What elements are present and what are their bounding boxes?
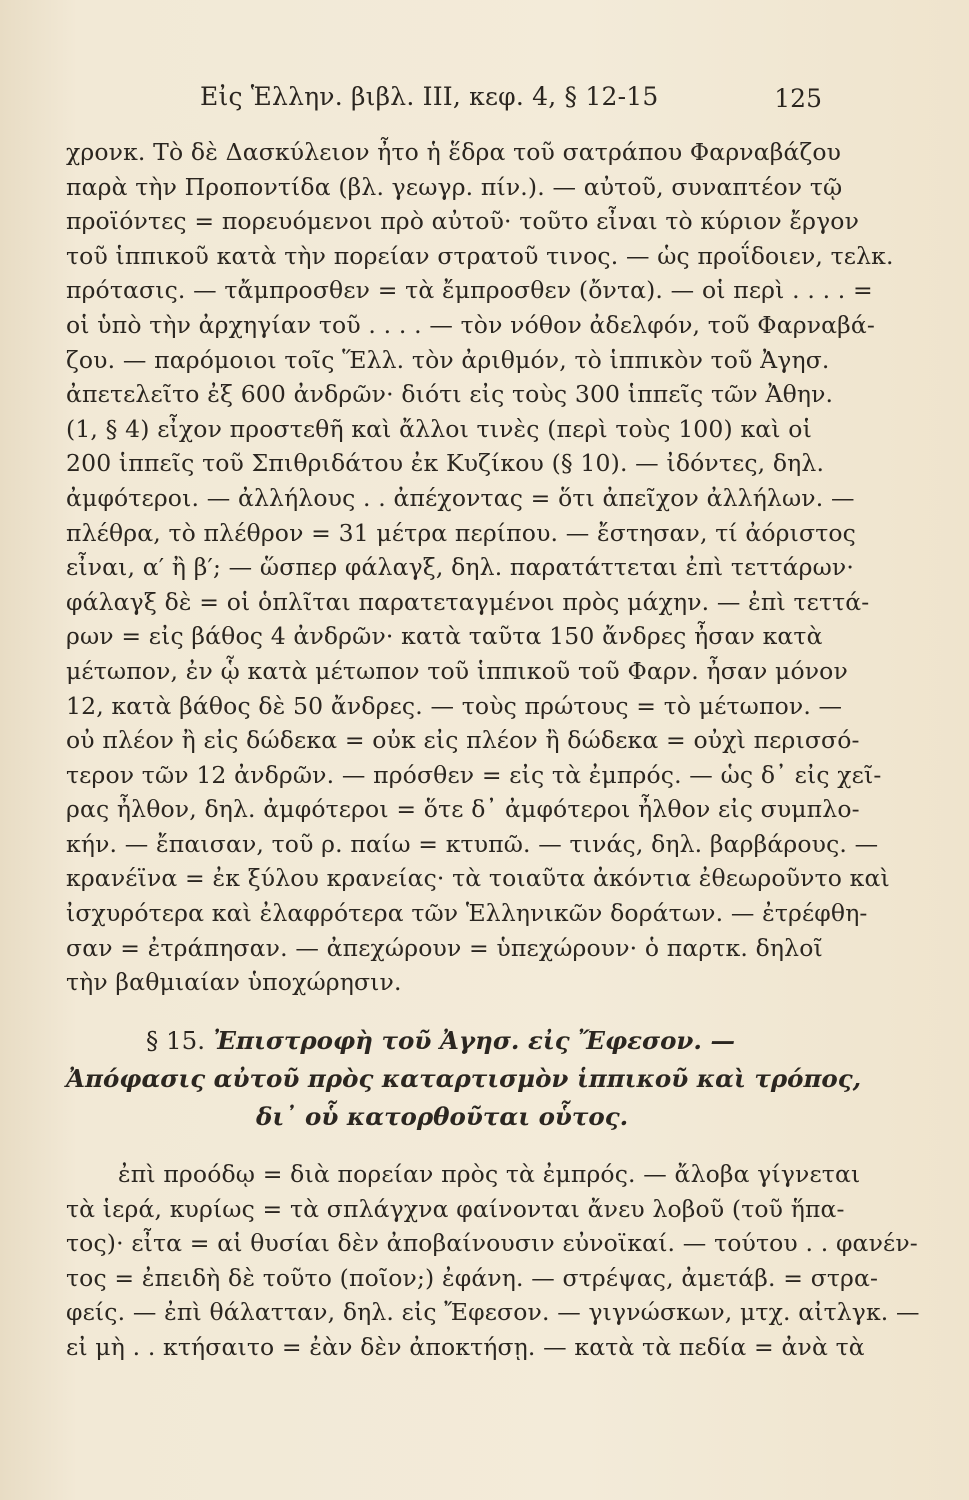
text-line: φάλαγξ δὲ = οἱ ὁπλῖται παρατεταγμένοι πρὸς μάχην. — ἐπὶ τεττά- [66,587,870,616]
text-line: τὴν βαθμιαίαν ὑποχώρησιν. [66,968,402,997]
text-line: ἰσχυρότερα καὶ ἐλαφρότερα τῶν Ἑλληνικῶν δοράτων. — ἐτρέφθη- [66,899,868,928]
text-line: ρων = εἰς βάθος 4 ἀνδρῶν· κατὰ ταῦτα 150 ἄνδρες ἦσαν κατὰ [66,622,823,651]
text-line: 200 ἱππεῖς τοῦ Σπιθριδάτου ἐκ Κυζίκου (§ 10). — ἰδόντες, δηλ. [66,449,825,478]
text-line: φείς. — ἐπὶ θάλατταν, δηλ. εἰς Ἔφεσον. — γιγνώσκων, μτχ. αἰτλγκ. — [66,1298,920,1327]
text-line: εἰ μὴ . . κτήσαιτο = ἐὰν δὲν ἀποκτήσῃ. — κατὰ τὰ πεδία = ἀνὰ τὰ [66,1332,865,1361]
text-line: τος = ἐπειδὴ δὲ τοῦτο (ποῖον;) ἐφάνη. — στρέψας, ἀμετάβ. = στρα- [66,1263,879,1292]
text-line: σαν = ἐτράπησαν. — ἀπεχώρουν = ὑπεχώρουν· ὁ παρτκ. δηλοῖ [66,933,823,962]
text-line: ρας ἦλθον, δηλ. ἀμφότεροι = ὅτε δ᾽ ἀμφότεροι ἦλθον εἰς συμπλο- [66,795,860,824]
text-line: ἐπὶ προόδῳ = διὰ πορείαν πρὸς τὰ ἐμπρός. — ἄλοβα γίγνεται [118,1160,861,1188]
text-line: τοῦ ἱππικοῦ κατὰ τὴν πορείαν στρατοῦ τινος. — ὡς προΐδοιεν, τελκ. [66,241,894,270]
text-line: προϊόντες = πορευόμενοι πρὸ αὐτοῦ· τοῦτο εἶναι τὸ κύριον ἔργον [66,207,860,236]
section-title-line [66,1022,746,1060]
text-line: εἶναι, α′ ἢ β′; — ὥσπερ φάλαγξ, δηλ. παρατάττεται ἐπὶ τεττάρων· [66,553,854,582]
section-title-part: Ἐπιστροφὴ τοῦ Ἀγησ. εἰς Ἔφεσον. — [213,1026,735,1055]
text-line: τὰ ἱερά, κυρίως = τὰ σπλάγχνα φαίνονται ἄνευ λοβοῦ (τοῦ ἥπα- [66,1194,845,1223]
section-number: § 15. [146,1026,206,1055]
text-line: χρονκ. Τὸ δὲ Δασκύλειον ἦτο ἡ ἕδρα τοῦ σατράπου Φαρναβάζου [66,138,842,166]
text-line: (1, § 4) εἶχον προστεθῆ καὶ ἄλλοι τινὲς (περὶ τοὺς 100) καὶ οἱ [66,414,812,443]
text-line: πρότασις. — τἄμπροσθεν = τὰ ἔμπροσθεν (ὄντα). — οἱ περὶ . . . . = [66,276,873,305]
text-line: οἱ ὑπὸ τὴν ἀρχηγίαν τοῦ . . . . — τὸν νόθον ἀδελφόν, τοῦ Φαρναβά- [66,310,876,339]
text-line: οὐ πλέον ἢ εἰς δώδεκα = οὐκ εἰς πλέον ἢ δώδεκα = οὐχὶ περισσό- [66,726,860,755]
text-line: μέτωπον, ἐν ᾧ κατὰ μέτωπον τοῦ ἱππικοῦ τοῦ Φαρν. ἦσαν μόνον [66,656,848,685]
text-line: 12, κατὰ βάθος δὲ 50 ἄνδρες. — τοὺς πρώτους = τὸ μέτωπον. — [66,691,843,720]
text-line: τος)· εἶτα = αἱ θυσίαι δὲν ἀποβαίνουσιν εὐνοϊκαί. — τούτου . . φανέν- [66,1229,918,1258]
text-line: παρὰ τὴν Προποντίδα (βλ. γεωγρ. πίν.). — αὐτοῦ, συναπτέον τῷ [66,172,843,201]
running-header: Εἰς Ἑλλην. βιβλ. III, κεφ. 4, § 12-15 [200,82,659,111]
section-title-line: Ἀπόφασις αὐτοῦ πρὸς καταρτισμὸν ἱππικοῦ καὶ τρόπος, [66,1064,862,1093]
section-heading [66,1022,862,1136]
text-line: ἀπετελεῖτο ἐξ 600 ἀνδρῶν· διότι εἰς τοὺς 300 ἱππεῖς τῶν Ἀθην. [66,380,834,409]
text-line: ζου. — παρόμοιοι τοῖς Ἕλλ. τὸν ἀριθμόν, τὸ ἱππικὸν τοῦ Ἀγησ. [66,345,830,374]
commentary-block [66,135,894,1000]
text-line: κρανέϊνα = ἐκ ξύλου κρανείας· τὰ τοιαῦτα ἀκόντια ἐθεωροῦντο καὶ [66,864,890,893]
page-number: 125 [774,84,822,113]
text-line: ἀμφότεροι. — ἀλλήλους . . ἀπέχοντας = ὅτι ἀπεῖχον ἀλλήλων. — [66,483,855,512]
section-commentary-block [66,1157,920,1365]
section-title-line: δι᾽ οὗ κατορθοῦται οὗτος. [256,1102,629,1131]
text-line: τερον τῶν 12 ἀνδρῶν. — πρόσθεν = εἰς τὰ ἐμπρός. — ὡς δ᾽ εἰς χεῖ- [66,760,882,789]
text-line: κήν. — ἔπαισαν, τοῦ ρ. παίω = κτυπῶ. — τινάς, δηλ. βαρβάρους. — [66,829,879,858]
text-line: πλέθρα, τὸ πλέθρον = 31 μέτρα περίπου. — ἔστησαν, τί ἀόριστος [66,518,856,547]
